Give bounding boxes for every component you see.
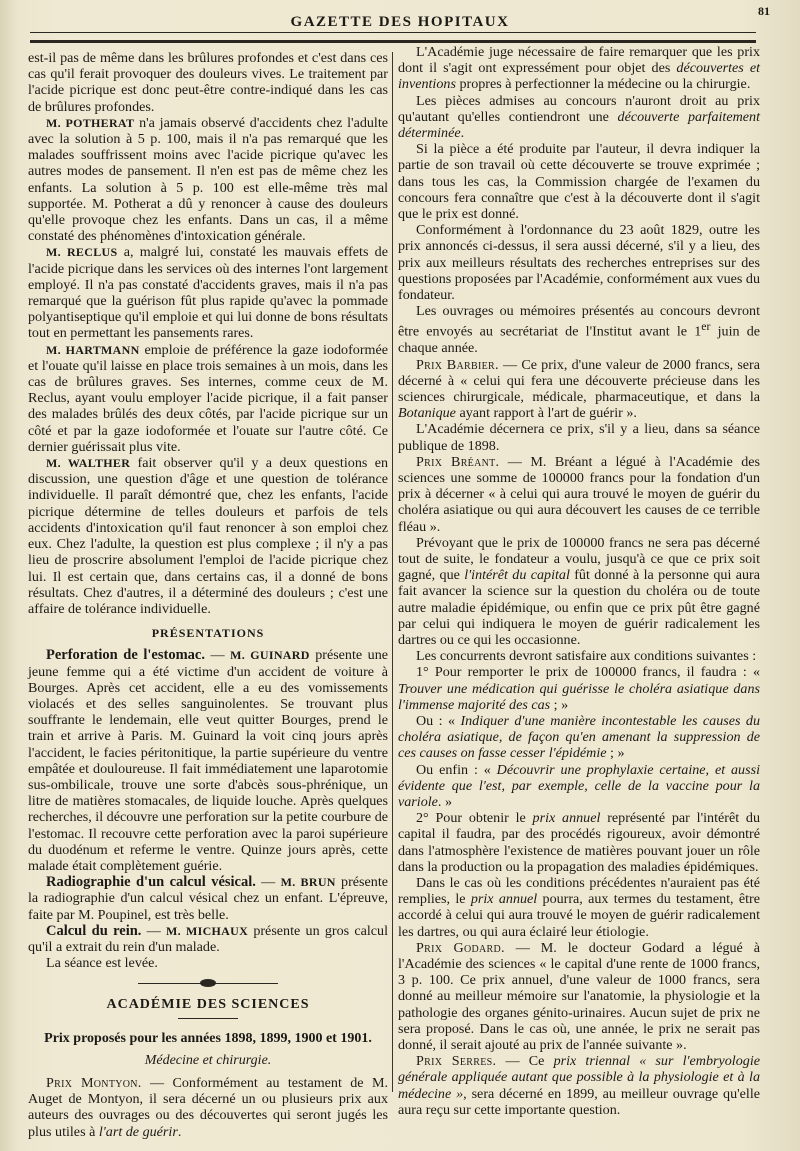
paragraph-text: n'a jamais observé d'accidents chez l'adulte avec la solution à 5 p. 100, mais il n'a pas remarqué que les malades souffrissent moins avec l'acide picrique qu'avec les autres modes de pansement. Il n'en est pas de même chez les enfants. La solution à 5 p. 100 est elle-même très mal supportée. M. Potherat a dû y renoncer à cause des douleurs qu'elle provoque chez les enfants. Dans un cas, il a même constaté des phénomènes d'intoxication générale. <box>28 114 389 245</box>
italic-text: l'intérêt du capital <box>464 567 570 584</box>
speaker-name: M. BRUN <box>280 875 336 890</box>
paragraph-text: . <box>177 1123 182 1140</box>
paragraph-text: a, malgré lui, constaté les mauvais effets de l'acide picrique dans les services où des internes l'ont largement employé. Il n'a pas constaté d'accidents graves, mais il n'a pas remarqué que la guérison fût plus rapide qu'avec la pommade polyantiseptique qu'il emploie et qui lui donne de bons résultats tout en permettant les pansements rares. <box>28 244 388 342</box>
paragraph-text: 2° Pour obtenir le <box>416 810 533 827</box>
italic-text: Découvrir une prophylaxie certaine, et aussi évidente que l'est, par exemple, celle de la vaccine pour la variole <box>398 761 760 811</box>
paragraph-text: ayant rapport à l'art de guérir ». <box>455 405 637 422</box>
paragraph-text: Dans le cas où les conditions précédentes n'auraient pas été remplies, le <box>398 875 760 908</box>
speaker-name: M. WALTHER <box>46 456 131 471</box>
seance-closing: La séance est levée. <box>46 955 158 972</box>
dash: — <box>141 922 167 939</box>
prize-name: Prix Serres. <box>416 1053 497 1070</box>
paragraph-text: — Ce prix, d'une valeur de 2000 francs, sera décerné à « celui qui fera une découverte précieuse dans les sciences chirurgicale, médicale, pharmaceutique, et dans la <box>398 356 761 405</box>
paragraph-text: , sera décerné en 1899, au meilleur ouvrage qu'elle aura reçu sur cette importante question. <box>398 1085 760 1118</box>
paragraph: est-il pas de même dans les brûlures profondes et c'est dans ces cas qu'il ferait provoquer des douleurs vives. Le traitement par l'acide picrique est donc peut-être contre-indiqué dans les cas de brûlures profondes. <box>28 50 388 115</box>
case-text: présente un gros calcul qu'il a extrait du rein d'un malade. <box>28 922 389 955</box>
prize-name: Prix Bréant. <box>416 453 500 470</box>
paragraph-text: . » <box>437 794 453 811</box>
paragraph-text: Ou enfin : « <box>416 761 497 778</box>
paragraph-montyon <box>28 1075 388 1140</box>
paragraph-text: Les pièces admises au concours n'auront droit au prix qu'autant qu'elles contiendront une <box>398 92 760 125</box>
ornament-dot <box>200 979 216 987</box>
dash: — <box>204 647 231 664</box>
paragraph-text: propres à perfectionner la médecine ou la chirurgie. <box>455 76 751 93</box>
paragraph <box>398 44 760 93</box>
paragraph-text: — Conformément au testament de M. Auget de Montyon, il sera décerné un ou plusieurs prix aux auteurs des ouvrages ou des découvertes qui seront jugés les plus utiles à <box>28 1074 388 1140</box>
italic-text: l'art de guérir <box>98 1123 178 1140</box>
section-heading-academie: ACADÉMIE DES SCIENCES <box>106 997 310 1013</box>
paragraph-text: — M. le docteur Godard a légué à l'Académie des sciences « le capital d'une rente de 1000 francs, 3 p. 100. Ce prix annuel, d'une valeur de 1000 francs, sera donné au meilleur mémoire sur l'anatomie, la physiologie et la pathologie des organes génito-urinaires. Aucun sujet de prix ne sera proposé. Dans le cas où, une année, le prix ne serait pas donné, il serait ajouté au prix de l'année suivante ». <box>398 939 760 1054</box>
paragraph-serres <box>398 1053 760 1118</box>
paragraph <box>398 713 760 762</box>
prize-name: Prix Godard. <box>416 939 505 956</box>
paragraph-text: fait observer qu'il y a deux questions en discussion, une question d'âge et une question de tolérance individuelle. Il paraît démontré que, chez les enfants, l'acide picrique détermine de telles douleurs et parfois de tels accidents d'intoxication qu'il faut renoncer à son emploi chez eux. Chez l'adulte, la question est plus complexe ; il n'y a pas lieu de proscrire absolument l'emploi de l'acide picrique chez lui. Il est certain que, dans certains cas, il a donné de bons résultats. Chez d'autres, il a déterminé des douleurs ; c'est une affaire de tolérance individuelle. <box>28 455 388 617</box>
paragraph-godard <box>398 940 760 1053</box>
speaker-name: M. POTHERAT <box>46 115 135 130</box>
case-title: Perforation de l'estomac. <box>46 647 205 664</box>
paragraph <box>398 535 760 648</box>
italic-text: prix triennal « sur l'embryologie générale appliquée autant que possible à la physiologie et à la médecine » <box>398 1053 760 1102</box>
prizes-heading: Prix proposés pour les années 1898, 1899, 1900 et 1901. <box>44 1030 372 1046</box>
italic-text: découvertes et inventions <box>398 60 761 93</box>
paragraph-text: — M. Bréant a légué à l'Académie des sciences une somme de 100000 francs pour la fondation d'un prix à décerner « à celui qui aura trouvé le moyen de guérir du choléra asiatique ou qui aura découvert les causes de ce terrible fléau ». <box>398 453 760 535</box>
paragraph: Si la pièce a été produite par l'auteur, il devra indiquer la partie de son travail où cette découverte se trouve exprimée ; dans tous les cas, la Commission chargée de l'examen du concours fera connaître que c'est à la découverte dont il s'agit que le prix est donné. <box>398 141 760 223</box>
paragraph-reclus <box>28 244 388 341</box>
italic-text: Indiquer d'une manière incontestable les causes du choléra asiatique, de façon qu'en amenant la suppression de ces causes on fasse cesser l'épidémie <box>398 713 760 762</box>
speaker-name: M. GUINARD <box>230 648 310 663</box>
speaker-name: M. HARTMANN <box>46 342 140 357</box>
paragraph-breant <box>398 454 760 535</box>
paragraph <box>398 664 760 713</box>
paragraph <box>398 875 760 940</box>
paragraph: L'Académie décernera ce prix, s'il y a lieu, dans sa séance publique de 1898. <box>398 421 760 454</box>
paragraph-walther <box>28 455 388 617</box>
paragraph <box>398 93 760 142</box>
case-title: Radiographie d'un calcul vésical. <box>46 874 256 891</box>
paragraph-text: ; » <box>550 696 569 713</box>
paragraph-text: Ou : « <box>416 713 461 730</box>
page-header <box>0 0 800 30</box>
case-text: présente la radiographie d'un calcul vésical chez un enfant. L'épreuve, faite par M. Poupinel, est très belle. <box>28 874 388 923</box>
journal-title: GAZETTE DES HOPITAUX <box>290 14 510 30</box>
left-column <box>28 50 388 1140</box>
heading-rule <box>178 1018 238 1019</box>
dash: — <box>255 874 281 891</box>
paragraph-text: L'Académie juge nécessaire de faire remarquer que les prix dont il s'agit ont expressément pour objet des <box>398 44 760 77</box>
case-calcul-rein <box>28 923 388 955</box>
italic-text: prix annuel <box>470 891 538 908</box>
paragraph-text: pourra, aux termes du testament, être accordé à celui qui aura trouvé le moyen de guérir radicalement les dartres, ou qui aura éclairé leur étiologie. <box>398 891 761 940</box>
italic-text: découverte parfaitement déterminée <box>398 108 760 142</box>
paragraph <box>398 303 760 356</box>
subheading-medecine: Médecine et chirurgie. <box>144 1052 272 1068</box>
paragraph-potherat <box>28 115 388 245</box>
paragraph-text: . <box>460 125 465 142</box>
superscript: er <box>701 320 711 334</box>
paragraph-barbier <box>398 357 760 422</box>
prize-name: Prix Barbier. <box>416 356 499 373</box>
paragraph-text: représenté par l'intérêt du capital il faudra, par des procédés rigoureux, avoir démontré dans l'atmosphère l'existence de matières pouvant jouer un rôle dans la production ou la propagation des maladies épidémiques. <box>398 810 760 875</box>
paragraph-text: Prévoyant que le prix de 100000 francs ne sera pas décerné tout de suite, le fondateur a voulu, jusqu'à ce que ce prix soit gagné, que <box>398 534 760 584</box>
paragraph-text: juin de chaque année. <box>398 324 761 357</box>
paragraph-text: ; » <box>606 745 625 762</box>
paragraph-text: — Ce <box>496 1053 554 1070</box>
paragraph-text: 1° Pour remporter le prix de 100000 francs, il faudra : « <box>416 664 760 681</box>
section-ornament <box>138 979 278 987</box>
page-number: 81 <box>758 4 770 18</box>
case-text: présente une jeune femme qui a été victime d'un accident de voiture à Bourges. Après cet accident, elle a eu des vomissements violacés et des selles sanguinolentes. Se trouvant plus souffrante le lendemain, elle veut quitter Bourges, prend le train et arrive à Paris. M. Guinard la voit cinq jours après l'accident, le facies péritonitique, la partie supérieure du ventre empâtée et douloureuse. Il fait immédiatement une laparotomie sus-ombilicale, trouve une sorte d'abcès sous-phrénique, un litre de matières stomacales, de liquide louche. Après quelques recherches, il découvre une perforation sur la petite courbure de l'estomac. Il recouvre cette perforation avec la paroi supérieure du duodénum et referme le ventre. Quinze jours après, cette malade était complètement guérie. <box>28 647 389 874</box>
prize-name: Prix Montyon. <box>46 1074 142 1091</box>
paragraph: Les concurrents devront satisfaire aux conditions suivantes : <box>416 648 757 665</box>
paragraph <box>398 762 760 811</box>
column-divider <box>392 52 393 1092</box>
italic-text: Trouver une médication qui guérisse le choléra asiatique dans l'immense majorité des cas <box>398 680 760 713</box>
speaker-name: M. MICHAUX <box>166 923 249 938</box>
header-rule-thick <box>30 40 756 43</box>
paragraph <box>398 810 760 875</box>
paragraph-hartmann <box>28 342 388 455</box>
paragraph-text: emploie de préférence la gaze iodoformée et l'ouate qu'il laisse en place trois semaines à un mois, dans les cas de brûlures graves. Ses internes, comme ceux de M. Reclus, ayant voulu employer l'acide picrique, il a fait panser des malades brûlés des deux côtés, par l'acide picrique sur un côté et par la gaze iodoformée et l'ouate sur l'autre côté. Ce dernier guérissait plus vite. <box>28 341 388 455</box>
speaker-name: M. RECLUS <box>46 245 118 260</box>
section-heading-presentations: PRÉSENTATIONS <box>151 626 265 641</box>
paragraph-text: Les ouvrages ou mémoires présentés au concours devront être envoyés au secrétariat de l'Institut avant le 1 <box>398 303 760 341</box>
case-title: Calcul du rein. <box>46 922 142 939</box>
italic-text: Botanique <box>398 405 456 422</box>
paragraph-text: fût donné à la personne qui aura fait avancer la science sur la question du choléra ou de toute autre maladie épidémique, ou enfin que ce prix pût être gagné par celui qui indiquera le moyen de guérir radicalement les dartres ou ce qui les occasionne. <box>398 567 760 648</box>
case-radiographie <box>28 874 388 923</box>
italic-text: prix annuel <box>532 810 601 827</box>
header-rule-thin <box>30 32 756 33</box>
case-perforation <box>28 647 388 874</box>
paragraph: Conformément à l'ordonnance du 23 août 1829, outre les prix annoncés ci-dessus, il sera aussi décerné, s'il y a lieu, des prix aux meilleurs résultats des recherches entreprises sur des questions proposées par l'Académie, conformément aux vues du fondateur. <box>398 222 760 304</box>
right-column <box>398 44 760 1118</box>
